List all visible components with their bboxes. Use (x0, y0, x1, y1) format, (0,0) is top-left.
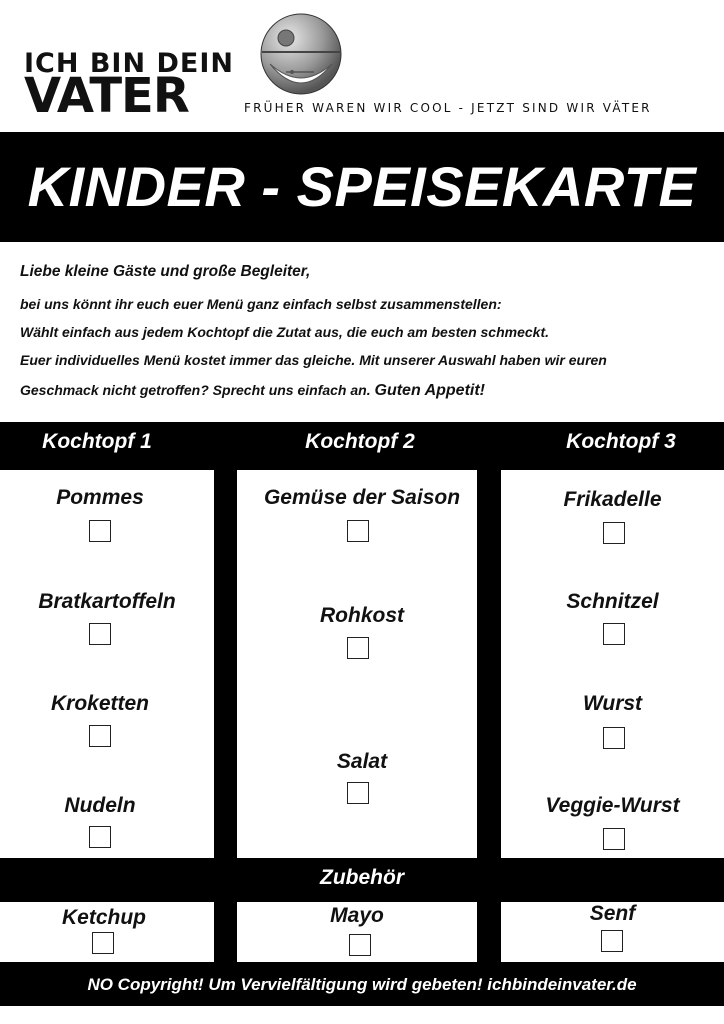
intro-greeting: Liebe kleine Gäste und große Begleiter, (20, 263, 311, 280)
column-heading-kochtopf-2: Kochtopf 2 (305, 430, 415, 453)
menu-item-checkbox[interactable] (89, 623, 111, 645)
menu-item-label: Gemüse der Saison (263, 486, 461, 509)
kochtopf-1-panel (0, 470, 214, 858)
menu-item-label: Frikadelle (563, 488, 662, 511)
intro-line-text: Geschmack nicht getroffen? Sprecht uns einfach an. (20, 382, 371, 398)
accessory-checkbox[interactable] (349, 934, 371, 956)
footer-text: NO Copyright! Um Vervielfältigung wird gebeten! ichbindeinvater.de (87, 975, 637, 994)
menu-item-label: Veggie-Wurst (545, 794, 680, 817)
kochtopf-2-panel (237, 470, 477, 858)
logo-line-2: VATER (24, 68, 189, 124)
intro-line: Wählt einfach aus jedem Kochtopf die Zutat aus, die euch am besten schmeckt. (20, 324, 550, 340)
death-star-icon (256, 12, 346, 102)
accessory-checkbox[interactable] (92, 932, 114, 954)
logo-line-1: ICH BIN DEIN (24, 48, 234, 79)
accessory-checkbox[interactable] (601, 930, 623, 952)
menu-item-checkbox[interactable] (89, 520, 111, 542)
intro-line: Euer individuelles Menü kostet immer das gleiche. Mit unserer Auswahl haben wir euren (20, 352, 607, 368)
accessory-label: Senf (589, 902, 636, 925)
menu-item-checkbox[interactable] (603, 727, 625, 749)
menu-item-checkbox[interactable] (89, 725, 111, 747)
menu-item-label: Rohkost (320, 604, 404, 627)
intro-line: bei uns könnt ihr euch euer Menü ganz einfach selbst zusammenstellen: (20, 296, 502, 312)
accessories-heading: Zubehör (320, 866, 404, 889)
guten-appetit: Guten Appetit! (374, 382, 485, 399)
menu-item-checkbox[interactable] (347, 637, 369, 659)
column-heading-kochtopf-1: Kochtopf 1 (42, 430, 152, 453)
menu-item-label: Pommes (56, 486, 144, 509)
menu-item-checkbox[interactable] (603, 522, 625, 544)
accessory-panel (0, 902, 214, 962)
tagline: FRÜHER WAREN WIR COOL - JETZT SIND WIR VÄTER (244, 101, 652, 115)
accessory-panel (501, 902, 724, 962)
menu-item-label: Schnitzel (566, 590, 659, 613)
intro-line (20, 382, 485, 400)
menu-item-label: Nudeln (64, 794, 136, 817)
page-title: KINDER - SPEISEKARTE (27, 155, 697, 218)
menu-item-label: Bratkartoffeln (38, 590, 176, 613)
menu-item-label: Kroketten (50, 692, 150, 715)
accessory-label: Ketchup (62, 906, 146, 929)
menu-item-label: Salat (336, 750, 388, 773)
column-heading-kochtopf-3: Kochtopf 3 (566, 430, 676, 453)
menu-item-checkbox[interactable] (347, 782, 369, 804)
menu-item-checkbox[interactable] (603, 623, 625, 645)
menu-item-checkbox[interactable] (89, 826, 111, 848)
menu-item-label: Wurst (582, 692, 643, 715)
menu-item-checkbox[interactable] (347, 520, 369, 542)
accessory-label: Mayo (330, 904, 384, 927)
accessory-panel (237, 902, 477, 962)
kochtopf-3-panel (501, 470, 724, 858)
menu-item-checkbox[interactable] (603, 828, 625, 850)
